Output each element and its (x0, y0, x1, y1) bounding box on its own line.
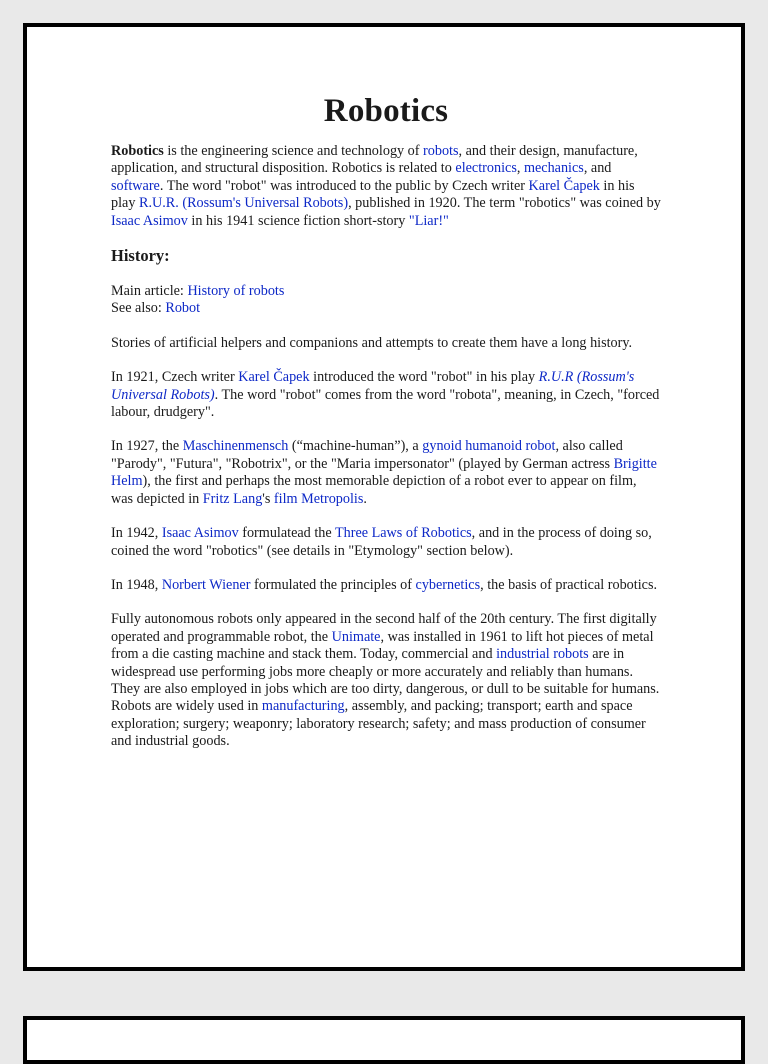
text-run: are in widespread use performing jobs more cheaply or more accurately and reliably than humans. They are also employed in jobs which are too dirty, dangerous, or dull to be suitable for humans. Robots are widely used in (111, 646, 660, 715)
text-run: ), the first and perhaps the most memorable depiction of a robot ever to appear on film, was depicted in (111, 473, 637, 507)
history-paragraph-6 (111, 611, 661, 750)
text-run: formulatead the (238, 525, 335, 542)
link-cybernetics[interactable]: cybernetics (415, 576, 481, 593)
link-software[interactable]: software (111, 177, 160, 194)
link-industrial-robots[interactable]: industrial robots (496, 646, 589, 663)
link-brigitte-helm[interactable]: Brigitte Helm (111, 455, 657, 490)
link-electronics[interactable]: electronics (455, 160, 517, 177)
see-also-line (111, 300, 661, 317)
text-run: In 1921, Czech writer (111, 369, 239, 386)
link-norbert-wiener[interactable]: Norbert Wiener (161, 576, 251, 593)
history-paragraph-1: Stories of artificial helpers and companions and attempts to create them have a long history. (111, 334, 633, 351)
text-run: . The word "robot" comes from the word "robota", meaning, in Czech, "forced labour, drudgery". (111, 386, 660, 421)
text-run: In 1927, the (111, 438, 183, 455)
link-manufacturing[interactable]: manufacturing (261, 698, 345, 715)
link-isaac-asimov[interactable]: Isaac Asimov (111, 212, 188, 229)
history-paragraph-5 (111, 577, 661, 594)
intro-paragraph (111, 143, 661, 230)
text-run: , also called "Parody", "Futura", "Robotrix", or the "Maria impersonator" (played by German actress (111, 438, 623, 472)
link-mechanics[interactable]: mechanics (523, 160, 584, 177)
link-history-of-robots[interactable]: History of robots (187, 283, 285, 300)
history-paragraph-4 (111, 525, 661, 560)
text-run: , and (583, 160, 612, 177)
link-fritz-lang[interactable]: Fritz Lang (202, 490, 263, 507)
text-run: , was installed in 1961 to lift hot pieces of metal from a die casting machine and stack them. Today, commercial and (111, 628, 654, 663)
link-unimate[interactable]: Unimate (331, 628, 381, 645)
link-isaac-asimov[interactable]: Isaac Asimov (161, 525, 239, 542)
document-page (23, 23, 745, 971)
history-paragraph-3 (111, 438, 661, 508)
text-run: In 1942, (111, 525, 162, 542)
text-run: 's (262, 490, 274, 507)
intro-bold-term: Robotics (111, 143, 164, 159)
link-karel-capek[interactable]: Karel Čapek (238, 369, 310, 386)
main-article-line (111, 283, 661, 300)
text-run: , and in the process of doing so, coined the word "robotics" (see details in "Etymology" section below). (111, 525, 652, 559)
history-paragraph-2 (111, 369, 661, 421)
history-heading: History: (111, 246, 170, 266)
link-maschinenmensch[interactable]: Maschinenmensch (182, 438, 289, 455)
text-run: , published in 1920. The term "robotics" was coined by (348, 195, 661, 212)
link-robot[interactable]: Robot (165, 300, 201, 317)
text-run: . The word "robot" was introduced to the public by Czech writer (159, 177, 529, 194)
text-run: , and their design, manufacture, application, and structural disposition. Robotics is related to (111, 143, 638, 177)
page-title: Robotics (323, 93, 449, 129)
text-run: formulated the principles of (250, 576, 416, 593)
link-rur[interactable]: R.U.R. (Rossum's Universal Robots) (138, 195, 349, 212)
text-run: . (363, 490, 367, 507)
see-also-label: See also: (111, 300, 166, 317)
text-run: , the basis of practical robotics. (480, 576, 658, 593)
link-rur-italic[interactable]: R.U.R (Rossum's Universal Robots) (111, 369, 635, 403)
link-liar[interactable]: "Liar!" (408, 212, 449, 229)
link-three-laws-of-robotics[interactable]: Three Laws of Robotics (334, 525, 472, 542)
text-run: (“machine-human”), a (288, 438, 423, 455)
link-robots[interactable]: robots (423, 143, 459, 159)
text-run: is the engineering science and technology of (163, 143, 424, 159)
text-run: in his 1941 science fiction short-story (187, 212, 409, 229)
text-run: Fully autonomous robots only appeared in the second half of the 20th century. The first digitally operated and programmable robot, the (111, 611, 657, 645)
link-film-metropolis[interactable]: film Metropolis (273, 490, 364, 507)
main-article-label: Main article: (111, 283, 188, 300)
link-karel-capek[interactable]: Karel Čapek (528, 177, 600, 194)
text-run: introduced the word "robot" in his play (309, 369, 539, 386)
next-page-edge (23, 1016, 745, 1064)
text-run: , (516, 160, 524, 177)
text-run: In 1948, (111, 576, 162, 593)
link-gynoid-humanoid-robot[interactable]: gynoid humanoid robot (422, 438, 556, 455)
text-run: in his play (111, 177, 635, 212)
text-run: , assembly, and packing; transport; earth and space exploration; surgery; weaponry; laboratory research; safety; and mass production of consumer and industrial goods. (111, 698, 646, 750)
article-body (111, 27, 661, 751)
